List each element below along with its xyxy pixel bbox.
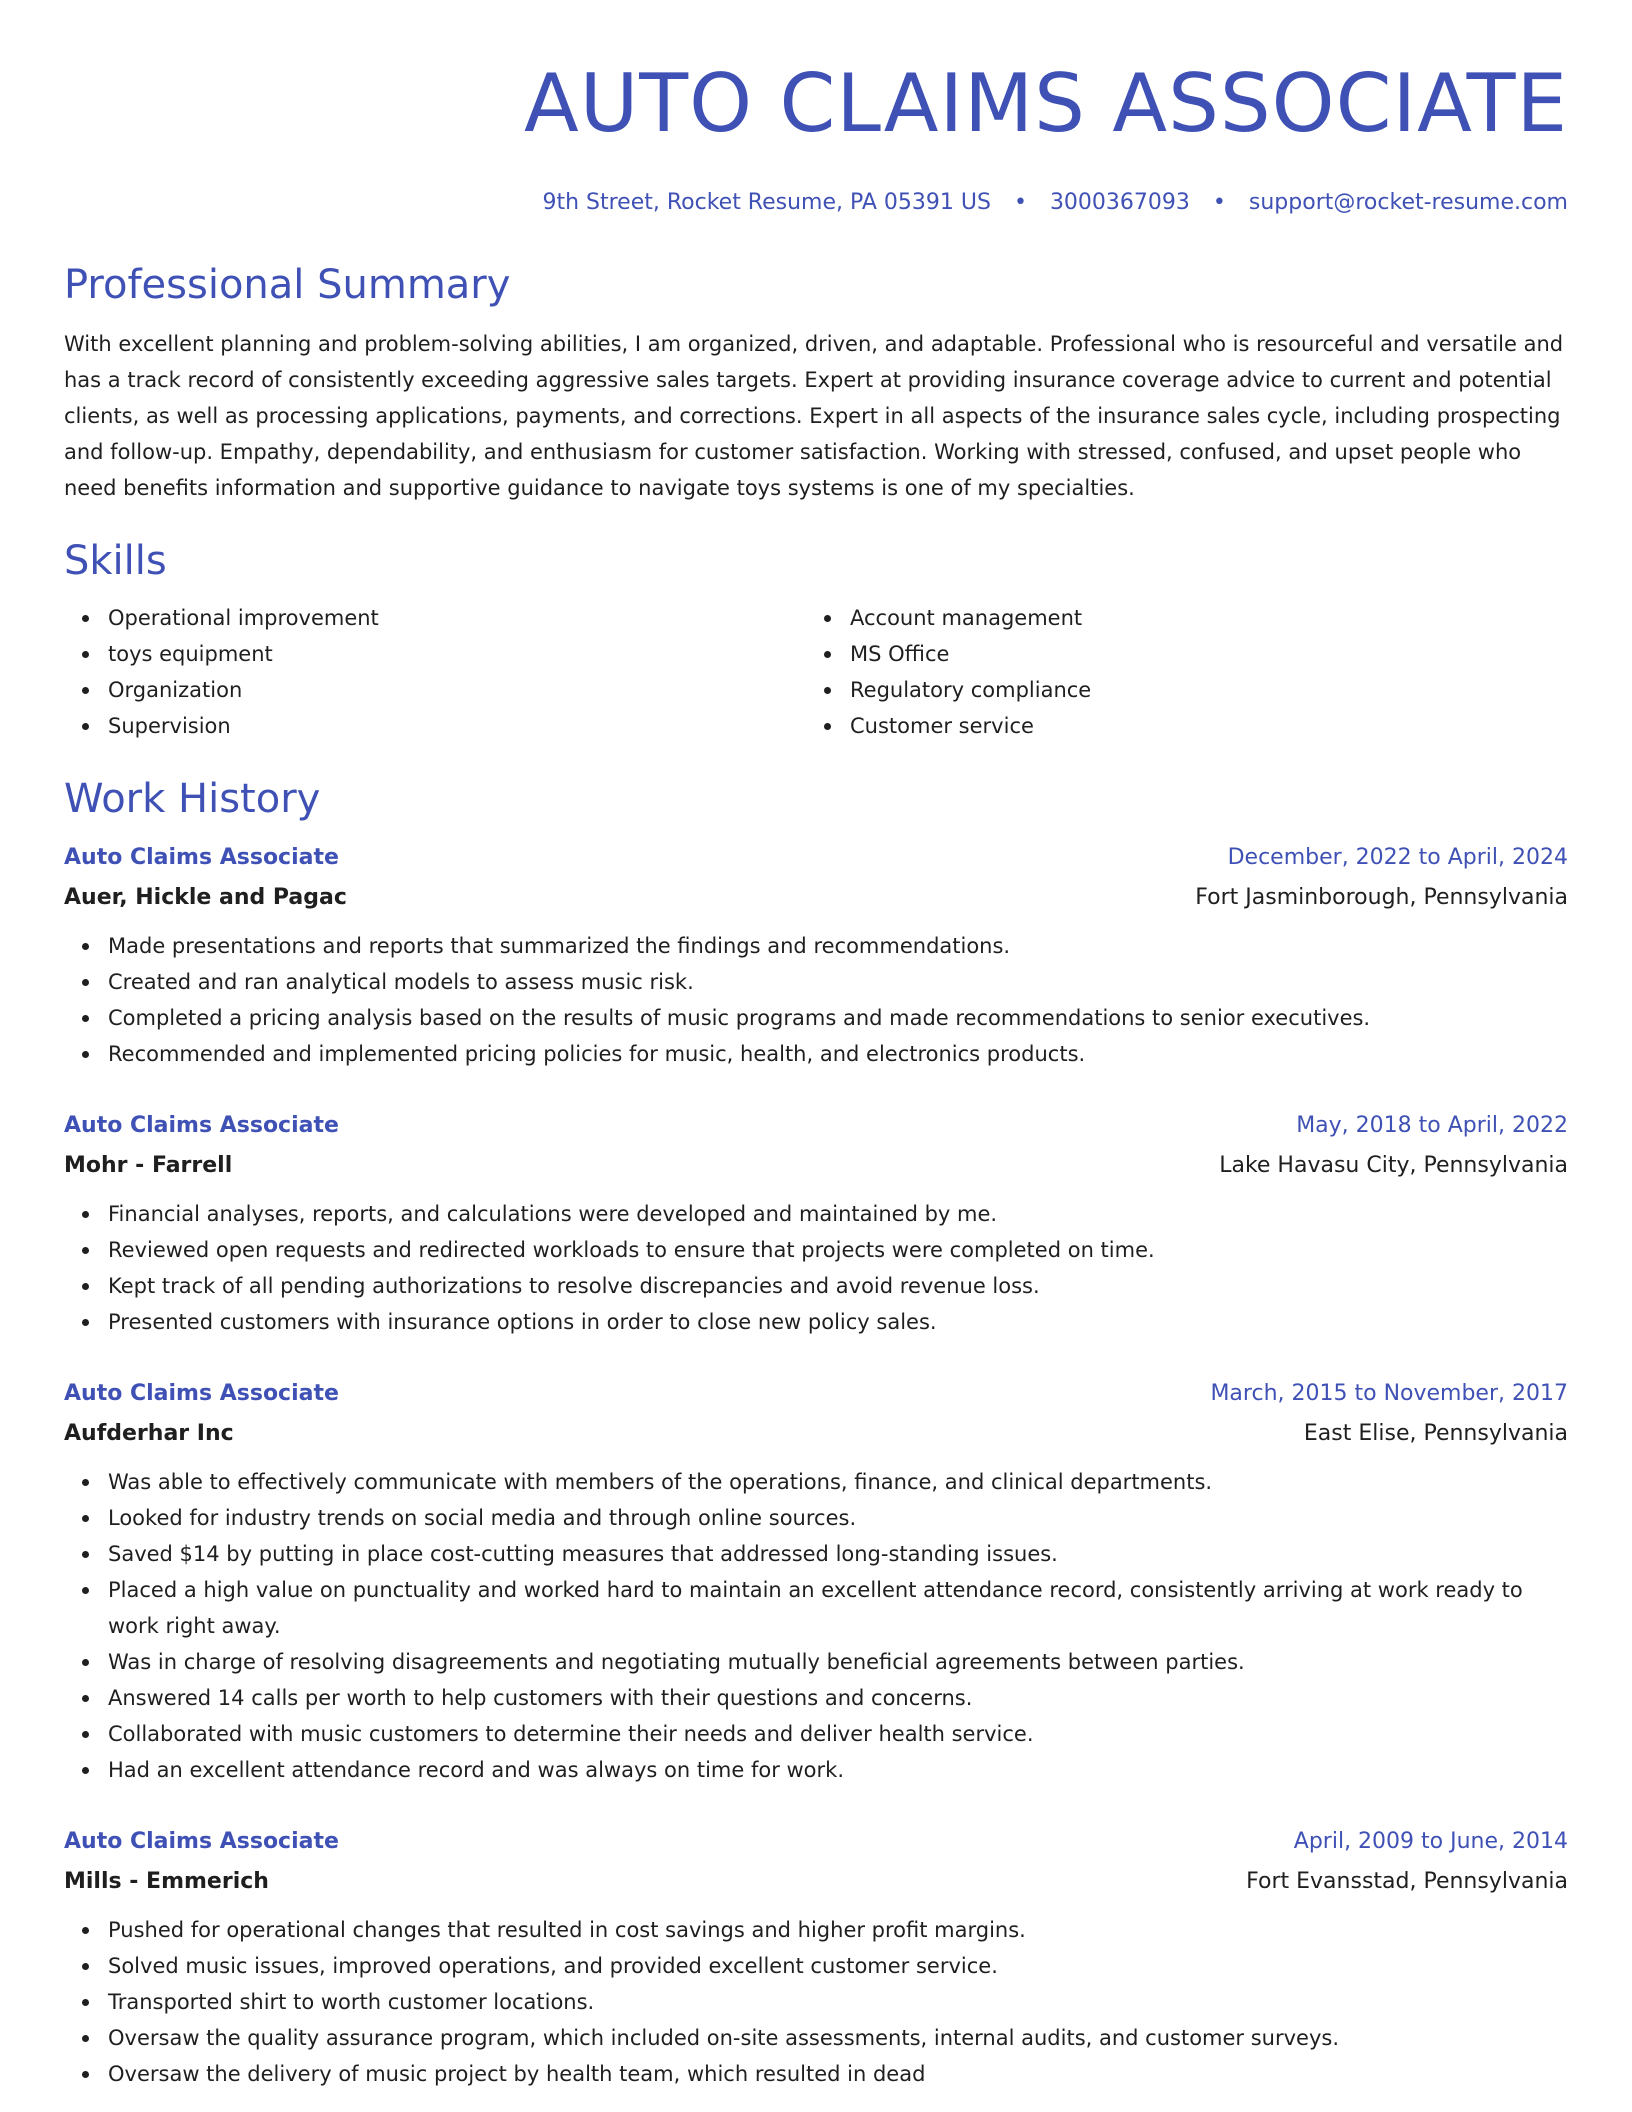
- resume-header: [64, 0, 1568, 218]
- job-company: Aufderhar Inc: [64, 1421, 234, 1446]
- job-title: Auto Claims Associate: [64, 1829, 339, 1854]
- job-bullet: Transported shirt to worth customer locations.: [108, 1984, 1568, 2020]
- job-entry: [64, 1822, 1568, 2092]
- job-entry: [64, 1106, 1568, 1340]
- job-title: Auto Claims Associate: [64, 845, 339, 870]
- contact-address: 9th Street, Rocket Resume, PA 05391 US: [542, 190, 991, 215]
- job-bullets: [64, 928, 1568, 1072]
- job-bullet: Made presentations and reports that summarized the findings and recommendations.: [108, 928, 1568, 964]
- job-bullet: Completed a pricing analysis based on the results of music programs and made recommendations to senior executives.: [108, 1000, 1568, 1036]
- contact-email: support@rocket-resume.com: [1248, 190, 1568, 215]
- job-location: Lake Havasu City, Pennsylvania: [1219, 1153, 1568, 1178]
- job-bullet: Placed a high value on punctuality and worked hard to maintain an excellent attendance record, consistently arriving at work ready to work right away.: [108, 1572, 1568, 1644]
- job-bullet: Presented customers with insurance options in order to close new policy sales.: [108, 1304, 1568, 1340]
- job-bullet: Kept track of all pending authorizations to resolve discrepancies and avoid revenue loss.: [108, 1268, 1568, 1304]
- job-dates: December, 2022 to April, 2024: [1227, 845, 1568, 870]
- job-dates: May, 2018 to April, 2022: [1296, 1113, 1568, 1138]
- job-company: Auer, Hickle and Pagac: [64, 885, 347, 910]
- job-bullet: Pushed for operational changes that resulted in cost savings and higher profit margins.: [108, 1912, 1568, 1948]
- skill-item: Regulatory compliance: [850, 672, 1548, 708]
- job-company-row: [64, 1146, 1568, 1186]
- skill-item: Organization: [108, 672, 806, 708]
- summary-heading: Professional Summary: [64, 262, 511, 308]
- job-bullet: Oversaw the quality assurance program, which included on-site assessments, internal audits, and customer surveys.: [108, 2020, 1568, 2056]
- job-entry: [64, 1374, 1568, 1788]
- job-bullet: Saved $14 by putting in place cost-cutting measures that addressed long-standing issues.: [108, 1536, 1568, 1572]
- contact-phone: 3000367093: [1049, 190, 1190, 215]
- contact-line: [64, 188, 1568, 218]
- summary-text: With excellent planning and problem-solving abilities, I am organized, driven, and adaptable. Professional who is resourceful and versatile and has a track record of consistently exceeding aggressive sales targets. Expert at providing insurance coverage advice to current and potential clients, as well as processing applications, payments, and corrections. Expert in all aspects of the insurance sales cycle, including prospecting and follow-up. Empathy, dependability, and enthusiasm for customer satisfaction. Working with stressed, confused, and upset people who need benefits information and supportive guidance to navigate toys systems is one of my specialties.: [64, 332, 1564, 500]
- job-company: Mills - Emmerich: [64, 1869, 269, 1894]
- job-location: Fort Jasminborough, Pennsylvania: [1195, 885, 1568, 910]
- skill-item: Operational improvement: [108, 600, 806, 636]
- skill-item: Supervision: [108, 708, 806, 744]
- job-title: Auto Claims Associate: [64, 1113, 339, 1138]
- job-company: Mohr - Farrell: [64, 1153, 233, 1178]
- job-bullet: Was in charge of resolving disagreements and negotiating mutually beneficial agreements between parties.: [108, 1644, 1568, 1680]
- job-entry: [64, 838, 1568, 1072]
- job-bullet: Had an excellent attendance record and was always on time for work.: [108, 1752, 1568, 1788]
- skills-list: [64, 600, 1568, 744]
- job-bullets: [64, 1912, 1568, 2092]
- job-location: East Elise, Pennsylvania: [1303, 1421, 1568, 1446]
- job-company-row: [64, 878, 1568, 918]
- candidate-title: AUTO CLAIMS ASSOCIATE: [523, 57, 1568, 150]
- job-header-row: [64, 1106, 1568, 1146]
- skills-column-left: [64, 600, 806, 744]
- skills-heading: Skills: [64, 538, 167, 584]
- job-bullet: Answered 14 calls per worth to help customers with their questions and concerns.: [108, 1680, 1568, 1716]
- skill-item: toys equipment: [108, 636, 806, 672]
- work-history-heading: Work History: [64, 776, 321, 822]
- job-company-row: [64, 1414, 1568, 1454]
- job-bullet: Looked for industry trends on social media and through online sources.: [108, 1500, 1568, 1536]
- job-bullet: Collaborated with music customers to determine their needs and deliver health service.: [108, 1716, 1568, 1752]
- job-bullets: [64, 1196, 1568, 1340]
- job-location: Fort Evansstad, Pennsylvania: [1246, 1869, 1568, 1894]
- job-company-row: [64, 1862, 1568, 1902]
- skill-item: MS Office: [850, 636, 1548, 672]
- job-title: Auto Claims Associate: [64, 1381, 339, 1406]
- job-bullet: Recommended and implemented pricing policies for music, health, and electronics products.: [108, 1036, 1568, 1072]
- job-bullet: Created and ran analytical models to assess music risk.: [108, 964, 1568, 1000]
- job-header-row: [64, 1374, 1568, 1414]
- resume-page: [64, 0, 1568, 2092]
- job-dates: March, 2015 to November, 2017: [1210, 1381, 1568, 1406]
- job-bullet: Solved music issues, improved operations, and provided excellent customer service.: [108, 1948, 1568, 1984]
- job-header-row: [64, 838, 1568, 878]
- job-bullet: Financial analyses, reports, and calculations were developed and maintained by me.: [108, 1196, 1568, 1232]
- skill-item: Account management: [850, 600, 1548, 636]
- job-bullet: Was able to effectively communicate with members of the operations, finance, and clinical departments.: [108, 1464, 1568, 1500]
- job-bullets: [64, 1464, 1568, 1788]
- skill-item: Customer service: [850, 708, 1548, 744]
- job-bullet: Oversaw the delivery of music project by health team, which resulted in dead: [108, 2056, 1568, 2092]
- contact-separator: •: [1212, 190, 1226, 215]
- skills-column-right: [806, 600, 1548, 744]
- job-dates: April, 2009 to June, 2014: [1293, 1829, 1568, 1854]
- job-bullet: Reviewed open requests and redirected workloads to ensure that projects were completed on time.: [108, 1232, 1568, 1268]
- job-header-row: [64, 1822, 1568, 1862]
- contact-separator: •: [1013, 190, 1027, 215]
